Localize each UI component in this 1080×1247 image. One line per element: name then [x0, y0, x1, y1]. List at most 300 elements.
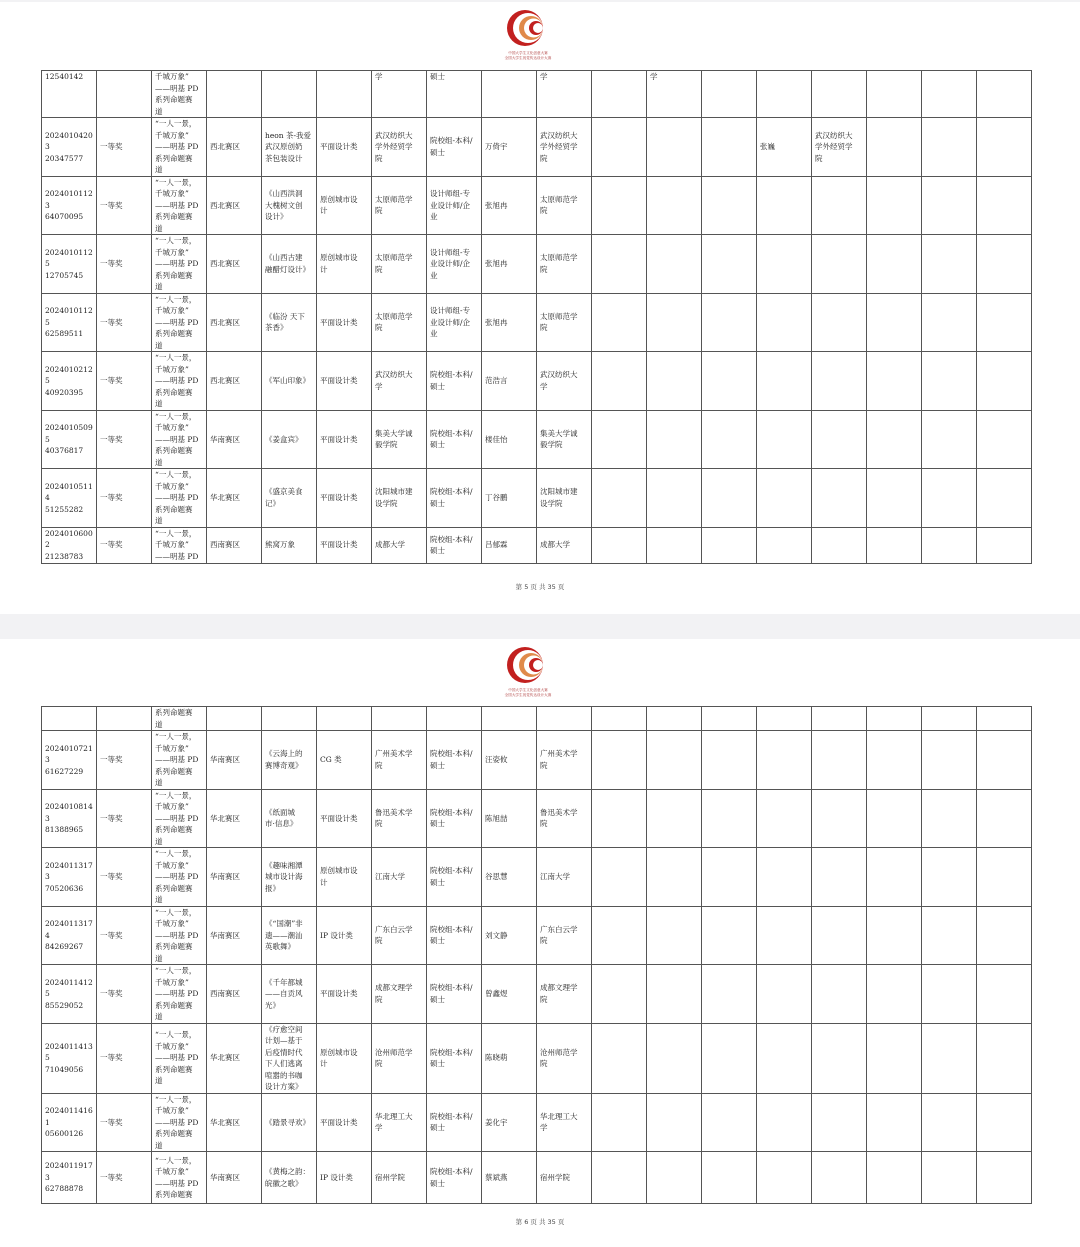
logo-caption-line: 中国大学生文化创意大赛: [508, 51, 548, 55]
table-cell-c18: [977, 707, 1032, 731]
table-cell-c13: [702, 176, 757, 235]
table-cell-c11: [592, 731, 647, 790]
table-cell-school: 太原师范学 院: [372, 235, 427, 294]
table-cell-c11: [592, 352, 647, 411]
table-cell-track: “一人一景， 千城万象” ——明基 PD 系列命题赛 道: [152, 235, 207, 294]
table-cell-school: 华北理工大 学: [372, 1093, 427, 1152]
table-cell-work: 《姜盒宾》: [262, 410, 317, 469]
table-cell-unit: 太原师范学 院: [537, 176, 592, 235]
table-cell-c17: [922, 707, 977, 731]
table-cell-author: 刘文静: [482, 906, 537, 965]
table-cell-c18: [977, 352, 1032, 411]
table-cell-work: heon 茶-我爱 武汉原创奶 茶包装设计: [262, 118, 317, 177]
table-cell-id: 20240105095 40376817: [42, 410, 97, 469]
table-cell-c14: [757, 1023, 812, 1093]
table-cell-c14: [757, 731, 812, 790]
table-cell-track: 千城万象” ——明基 PD 系列命题赛 道: [152, 71, 207, 118]
table-cell-c12: [647, 410, 702, 469]
table-cell-c17: [922, 1152, 977, 1204]
table-row: [42, 293, 1032, 352]
table-cell-group: 院校组-本科/ 硕士: [427, 527, 482, 563]
table-cell-id: 20240107213 61627229: [42, 731, 97, 790]
table-cell-author: 丁谷鹏: [482, 469, 537, 528]
table-cell-c11: [592, 1093, 647, 1152]
table-row: [42, 469, 1032, 528]
table-cell-c12: [647, 789, 702, 848]
table-cell-school: 太原师范学 院: [372, 176, 427, 235]
table-cell-group: 院校组-本科/ 硕士: [427, 1093, 482, 1152]
table-row: [42, 1023, 1032, 1093]
table-cell-c17: [922, 965, 977, 1024]
table-cell-prize: 一等奖: [97, 352, 152, 411]
table-cell-region: 华南赛区: [207, 848, 262, 907]
table-cell-c16: [867, 731, 922, 790]
table-cell-school: 太原师范学 院: [372, 293, 427, 352]
table-cell-region: 华南赛区: [207, 906, 262, 965]
table-cell-group: 院校组-本科/ 硕士: [427, 906, 482, 965]
table-cell-author: 张旭冉: [482, 235, 537, 294]
table-cell-author: 蔡斌燕: [482, 1152, 537, 1204]
table-cell-c14: [757, 410, 812, 469]
table-cell-author: [482, 71, 537, 118]
table-cell-id: 20240113174 84269267: [42, 906, 97, 965]
table-cell-work: 《山西洪洞 大槐树文创 设计》: [262, 176, 317, 235]
table-cell-c12: [647, 1152, 702, 1204]
table-cell-c18: [977, 1023, 1032, 1093]
table-cell-group: 设计师组-专 业设计师/企 业: [427, 235, 482, 294]
table-cell-school: 成都文理学 院: [372, 965, 427, 1024]
table-row: [42, 707, 1032, 731]
table-row: [42, 1093, 1032, 1152]
table-cell-unit: 武汉纺织大 学外经贸学 院: [537, 118, 592, 177]
table-cell-track: “一人一景， 千城万象” ——明基 PD 系列命题赛 道: [152, 906, 207, 965]
table-cell-work: 《山西古建 融醋灯设计》: [262, 235, 317, 294]
table-cell-category: IP 设计类: [317, 906, 372, 965]
table-cell-region: 西北赛区: [207, 176, 262, 235]
table-cell-group: 硕士: [427, 71, 482, 118]
table-cell-prize: 一等奖: [97, 731, 152, 790]
table-cell-c11: [592, 293, 647, 352]
table-cell-group: 院校组-本科/ 硕士: [427, 1152, 482, 1204]
table-cell-work: 《盛京美食 记》: [262, 469, 317, 528]
table-cell-unit: [537, 707, 592, 731]
table-cell-id: 20240108143 81388965: [42, 789, 97, 848]
table-cell-c17: [922, 1093, 977, 1152]
table-cell-c17: [922, 176, 977, 235]
table-cell-c16: [867, 410, 922, 469]
table-cell-c16: [867, 1093, 922, 1152]
table-cell-prize: 一等奖: [97, 527, 152, 563]
table-cell-unit: 沈阳城市建 设学院: [537, 469, 592, 528]
table-cell-track: “一人一景， 千城万象” ——明基 PD 系列命题赛 道: [152, 1093, 207, 1152]
table-cell-c11: [592, 176, 647, 235]
table-cell-id: 20240114135 71049056: [42, 1023, 97, 1093]
table-cell-c18: [977, 293, 1032, 352]
table-cell-prize: [97, 707, 152, 731]
document-page-5: [0, 2, 1080, 614]
table-cell-work: 《踏景寻欢》: [262, 1093, 317, 1152]
table-cell-group: 院校组-本科/ 硕士: [427, 731, 482, 790]
table-cell-category: 平面设计类: [317, 118, 372, 177]
table-cell-c14: [757, 469, 812, 528]
table-cell-track: “一人一景， 千城万象” ——明基 PD 系列命题赛 道: [152, 1023, 207, 1093]
table-cell-group: 院校组-本科/ 硕士: [427, 1023, 482, 1093]
table-cell-c18: [977, 731, 1032, 790]
table-cell-c15: [812, 410, 867, 469]
table-cell-c12: [647, 118, 702, 177]
table-cell-track: “一人一景， 千城万象” ——明基 PD 系列命题赛 道: [152, 118, 207, 177]
table-cell-work: 《云海上的 赛博奇观》: [262, 731, 317, 790]
table-cell-work: 《趣味湘潭 城市设计海 报》: [262, 848, 317, 907]
table-cell-c13: [702, 410, 757, 469]
table-cell-region: 华北赛区: [207, 1023, 262, 1093]
table-cell-school: 江南大学: [372, 848, 427, 907]
logo-caption-line: 中国大学生文化创意大赛: [508, 688, 548, 692]
table-cell-c15: [812, 352, 867, 411]
table-cell-c17: [922, 848, 977, 907]
table-cell-c17: [922, 527, 977, 563]
table-cell-c12: [647, 527, 702, 563]
table-cell-c15: [812, 965, 867, 1024]
table-cell-group: 设计师组-专 业设计师/企 业: [427, 176, 482, 235]
table-cell-region: 华南赛区: [207, 410, 262, 469]
table-cell-c13: [702, 1093, 757, 1152]
contest-logo-icon: [505, 643, 551, 689]
table-cell-group: 院校组-本科/ 硕士: [427, 789, 482, 848]
table-cell-c14: [757, 707, 812, 731]
table-cell-author: 楼佳怡: [482, 410, 537, 469]
table-cell-unit: 成都大学: [537, 527, 592, 563]
table-cell-c14: [757, 352, 812, 411]
table-cell-track: “一人一景， 千城万象” ——明基 PD 系列命题赛: [152, 1152, 207, 1204]
table-cell-id: 20240104203 20347577: [42, 118, 97, 177]
table-cell-region: 华南赛区: [207, 1152, 262, 1204]
table-cell-c18: [977, 848, 1032, 907]
table-cell-c11: [592, 789, 647, 848]
table-cell-work: 《千年都城 ——自贡风 光》: [262, 965, 317, 1024]
table-cell-prize: 一等奖: [97, 789, 152, 848]
table-cell-prize: 一等奖: [97, 1152, 152, 1204]
table-cell-author: 谷思慧: [482, 848, 537, 907]
table-cell-category: 平面设计类: [317, 789, 372, 848]
table-cell-id: 20240119173 62788878: [42, 1152, 97, 1204]
table-cell-category: [317, 71, 372, 118]
table-cell-c16: [867, 789, 922, 848]
table-cell-unit: 广州美术学 院: [537, 731, 592, 790]
table-cell-c17: [922, 789, 977, 848]
table-cell-c15: [812, 731, 867, 790]
table-cell-track: “一人一景， 千城万象” ——明基 PD 系列命题赛 道: [152, 469, 207, 528]
table-cell-c15: [812, 176, 867, 235]
table-cell-category: CG 类: [317, 731, 372, 790]
table-cell-track: “一人一景， 千城万象” ——明基 PD 系列命题赛 道: [152, 176, 207, 235]
table-cell-region: 华北赛区: [207, 1093, 262, 1152]
table-cell-c16: [867, 71, 922, 118]
table-cell-region: 西北赛区: [207, 235, 262, 294]
table-cell-group: 院校组-本科/ 硕士: [427, 848, 482, 907]
table-cell-c11: [592, 235, 647, 294]
table-cell-c11: [592, 469, 647, 528]
table-cell-prize: 一等奖: [97, 410, 152, 469]
table-cell-track: “一人一景， 千城万象” ——明基 PD: [152, 527, 207, 563]
table-cell-c11: [592, 410, 647, 469]
table-cell-prize: 一等奖: [97, 293, 152, 352]
table-row: [42, 235, 1032, 294]
table-cell-author: 姜化宇: [482, 1093, 537, 1152]
table-cell-group: 院校组-本科/ 硕士: [427, 965, 482, 1024]
table-cell-c13: [702, 293, 757, 352]
table-cell-c17: [922, 235, 977, 294]
table-cell-c13: [702, 848, 757, 907]
table-cell-c14: [757, 176, 812, 235]
table-cell-author: 陈旭喆: [482, 789, 537, 848]
table-cell-prize: 一等奖: [97, 848, 152, 907]
table-cell-unit: 江南大学: [537, 848, 592, 907]
table-cell-c11: [592, 707, 647, 731]
table-cell-c16: [867, 527, 922, 563]
table-cell-track: “一人一景， 千城万象” ——明基 PD 系列命题赛 道: [152, 965, 207, 1024]
table-cell-c13: [702, 527, 757, 563]
table-cell-track: “一人一景， 千城万象” ——明基 PD 系列命题赛 道: [152, 352, 207, 411]
table-cell-work: 《黄梅之韵： 皖徽之歌》: [262, 1152, 317, 1204]
table-cell-school: 广州美术学 院: [372, 731, 427, 790]
table-cell-c16: [867, 707, 922, 731]
table-cell-c18: [977, 235, 1032, 294]
table-cell-c15: [812, 293, 867, 352]
table-cell-school: 集美大学诚 毅学院: [372, 410, 427, 469]
table-cell-c12: [647, 293, 702, 352]
table-cell-id: 20240113173 70520636: [42, 848, 97, 907]
table-cell-c11: [592, 848, 647, 907]
table-cell-c14: [757, 789, 812, 848]
table-cell-work: [262, 707, 317, 731]
table-cell-c15: [812, 469, 867, 528]
table-cell-id: 12540142: [42, 71, 97, 118]
table-cell-c17: [922, 118, 977, 177]
table-cell-unit: 太原师范学 院: [537, 235, 592, 294]
table-cell-c18: [977, 906, 1032, 965]
table-cell-school: 学: [372, 71, 427, 118]
table-row: [42, 71, 1032, 118]
page-footer: 第 6 页 共 35 页: [515, 1218, 565, 1226]
table-row: [42, 731, 1032, 790]
table-cell-group: [427, 707, 482, 731]
table-cell-c17: [922, 410, 977, 469]
table-cell-c18: [977, 527, 1032, 563]
table-cell-c18: [977, 118, 1032, 177]
table-cell-id: 20240101123 64070095: [42, 176, 97, 235]
table-cell-c17: [922, 1023, 977, 1093]
table-cell-unit: 学: [537, 71, 592, 118]
table-row: [42, 906, 1032, 965]
table-cell-work: 《疗愈空间 计划—基于 后疫情时代 下人们逃离 喧嚣的书咖 设计方案》: [262, 1023, 317, 1093]
table-cell-c14: [757, 848, 812, 907]
table-cell-category: 原创城市设 计: [317, 235, 372, 294]
table-cell-c17: [922, 906, 977, 965]
results-table: [41, 706, 1032, 1204]
table-cell-prize: 一等奖: [97, 906, 152, 965]
table-cell-school: 沈阳城市建 设学院: [372, 469, 427, 528]
table-cell-c18: [977, 469, 1032, 528]
table-cell-c12: [647, 1023, 702, 1093]
table-cell-c14: [757, 71, 812, 118]
table-cell-category: 平面设计类: [317, 352, 372, 411]
table-cell-c14: [757, 1093, 812, 1152]
table-cell-c14: [757, 1152, 812, 1204]
table-cell-region: 西北赛区: [207, 352, 262, 411]
table-cell-c14: [757, 235, 812, 294]
contest-logo-icon: [505, 6, 551, 52]
table-cell-track: “一人一景， 千城万象” ——明基 PD 系列命题赛 道: [152, 410, 207, 469]
table-cell-track: 系列命题赛 道: [152, 707, 207, 731]
table-cell-c12: [647, 906, 702, 965]
table-cell-c18: [977, 1152, 1032, 1204]
table-cell-category: 平面设计类: [317, 293, 372, 352]
table-cell-c16: [867, 235, 922, 294]
table-cell-c14: [757, 906, 812, 965]
table-cell-c12: [647, 176, 702, 235]
table-cell-c17: [922, 293, 977, 352]
document-page-6: [0, 639, 1080, 1247]
table-row: [42, 1152, 1032, 1204]
table-cell-school: 沧州师范学 院: [372, 1023, 427, 1093]
table-cell-unit: 成都文理学 院: [537, 965, 592, 1024]
table-cell-c18: [977, 1093, 1032, 1152]
table-cell-author: 汪姿攸: [482, 731, 537, 790]
table-cell-c14: [757, 293, 812, 352]
table-cell-unit: 沧州师范学 院: [537, 1023, 592, 1093]
table-cell-c13: [702, 731, 757, 790]
table-cell-category: 平面设计类: [317, 469, 372, 528]
table-cell-c18: [977, 965, 1032, 1024]
table-cell-author: 吕郁霖: [482, 527, 537, 563]
table-cell-id: 20240102125 40920395: [42, 352, 97, 411]
table-cell-c11: [592, 527, 647, 563]
table-cell-c13: [702, 789, 757, 848]
table-cell-c16: [867, 848, 922, 907]
table-cell-c14: [757, 527, 812, 563]
table-cell-c16: [867, 1152, 922, 1204]
table-cell-c15: [812, 1093, 867, 1152]
table-cell-track: “一人一景， 千城万象” ——明基 PD 系列命题赛 道: [152, 789, 207, 848]
table-cell-c11: [592, 118, 647, 177]
table-cell-unit: 集美大学诚 毅学院: [537, 410, 592, 469]
table-cell-author: 万倚宇: [482, 118, 537, 177]
table-cell-school: 鲁迅美术学 院: [372, 789, 427, 848]
table-cell-c12: [647, 469, 702, 528]
table-row: [42, 118, 1032, 177]
table-cell-prize: 一等奖: [97, 118, 152, 177]
table-cell-author: [482, 707, 537, 731]
table-cell-c16: [867, 176, 922, 235]
table-cell-id: 20240101125 62589511: [42, 293, 97, 352]
table-cell-id: 20240105114 51255282: [42, 469, 97, 528]
logo-caption: [490, 51, 566, 60]
table-cell-group: 院校组-本科/ 硕士: [427, 118, 482, 177]
table-cell-c13: [702, 965, 757, 1024]
table-cell-region: 华北赛区: [207, 469, 262, 528]
table-cell-school: 宿州学院: [372, 1152, 427, 1204]
table-cell-c15: [812, 906, 867, 965]
logo-caption: [490, 688, 566, 697]
table-cell-c13: [702, 1152, 757, 1204]
table-cell-c11: [592, 1152, 647, 1204]
table-cell-c15: [812, 235, 867, 294]
table-cell-c12: [647, 707, 702, 731]
table-cell-c15: [812, 1152, 867, 1204]
table-cell-prize: 一等奖: [97, 965, 152, 1024]
table-cell-c16: [867, 118, 922, 177]
table-cell-author: 范浩言: [482, 352, 537, 411]
table-cell-prize: 一等奖: [97, 235, 152, 294]
table-cell-work: 《军山印象》: [262, 352, 317, 411]
table-cell-c16: [867, 906, 922, 965]
table-cell-c15: [812, 848, 867, 907]
table-cell-c15: [812, 71, 867, 118]
table-cell-c16: [867, 352, 922, 411]
table-cell-school: 成都大学: [372, 527, 427, 563]
table-cell-c16: [867, 1023, 922, 1093]
table-cell-author: 陈晓萌: [482, 1023, 537, 1093]
table-cell-c17: [922, 731, 977, 790]
table-row: [42, 527, 1032, 563]
table-cell-region: 华南赛区: [207, 731, 262, 790]
table-cell-id: 20240114125 85529052: [42, 965, 97, 1024]
table-cell-work: 《临汾 天下 茶香》: [262, 293, 317, 352]
table-cell-category: 原创城市设 计: [317, 1023, 372, 1093]
table-row: [42, 965, 1032, 1024]
table-cell-prize: [97, 71, 152, 118]
table-cell-category: 原创城市设 计: [317, 176, 372, 235]
table-cell-c12: 学: [647, 71, 702, 118]
table-cell-group: 院校组-本科/ 硕士: [427, 410, 482, 469]
table-cell-author: 张旭冉: [482, 176, 537, 235]
table-cell-prize: 一等奖: [97, 469, 152, 528]
table-cell-region: [207, 71, 262, 118]
table-cell-c15: [812, 707, 867, 731]
table-cell-category: IP 设计类: [317, 1152, 372, 1204]
table-cell-work: 《纸面城 市·信息》: [262, 789, 317, 848]
table-cell-c17: [922, 71, 977, 118]
table-cell-group: 设计师组-专 业设计师/企 业: [427, 293, 482, 352]
table-cell-c18: [977, 410, 1032, 469]
table-cell-c15: 武汉纺织大 学外经贸学 院: [812, 118, 867, 177]
table-cell-prize: 一等奖: [97, 1093, 152, 1152]
table-cell-c12: [647, 731, 702, 790]
table-row: [42, 789, 1032, 848]
table-cell-author: 曾鑫煜: [482, 965, 537, 1024]
table-cell-c13: [702, 906, 757, 965]
table-cell-category: 平面设计类: [317, 410, 372, 469]
table-cell-c12: [647, 1093, 702, 1152]
table-cell-school: 武汉纺织大 学外经贸学 院: [372, 118, 427, 177]
table-cell-c16: [867, 469, 922, 528]
table-row: [42, 848, 1032, 907]
table-cell-work: 《“国潮”非 遗——潮汕 英歌舞》: [262, 906, 317, 965]
table-cell-region: [207, 707, 262, 731]
logo-caption-line: 全国大学生视觉传达设计大赛: [504, 692, 552, 697]
table-cell-c18: [977, 176, 1032, 235]
table-cell-c12: [647, 235, 702, 294]
table-cell-category: 平面设计类: [317, 1093, 372, 1152]
page-footer: 第 5 页 共 35 页: [515, 583, 565, 591]
table-cell-prize: 一等奖: [97, 1023, 152, 1093]
table-cell-unit: 鲁迅美术学 院: [537, 789, 592, 848]
table-cell-id: 20240106002 21238783: [42, 527, 97, 563]
table-cell-c11: [592, 71, 647, 118]
table-cell-region: 西北赛区: [207, 118, 262, 177]
table-cell-school: [372, 707, 427, 731]
